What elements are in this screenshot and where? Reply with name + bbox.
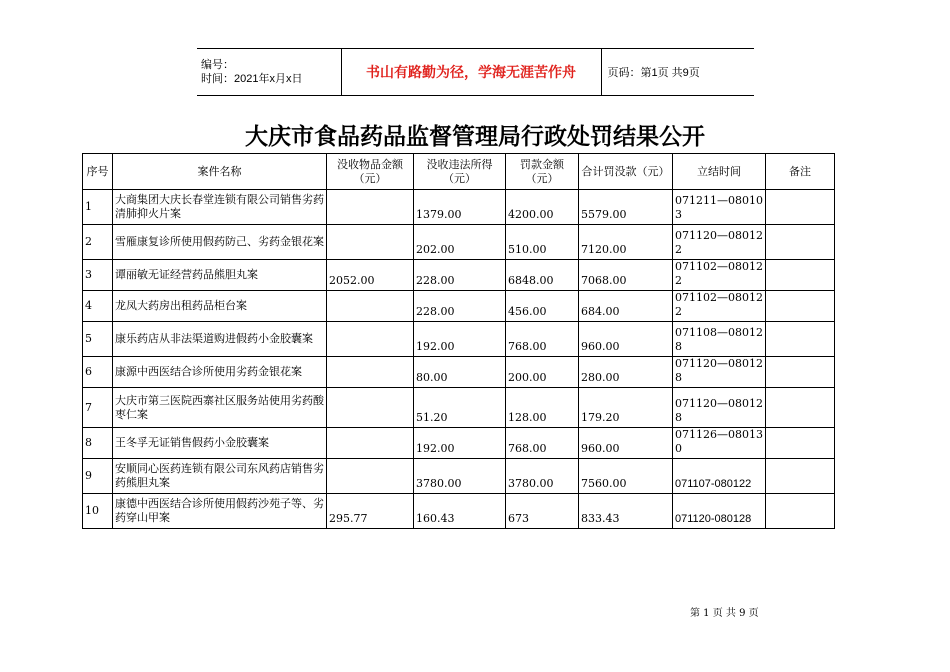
- fine-amount: 768.00: [506, 428, 579, 459]
- table-body: [83, 190, 835, 529]
- total-amount: 7560.00: [579, 459, 673, 494]
- table-row: [83, 225, 835, 260]
- confiscated-illegal-income: 202.00: [414, 225, 506, 260]
- header-page-number: 页码：第1页 共9页: [601, 49, 754, 96]
- column-header: 没收违法所得（元）: [414, 154, 506, 190]
- confiscated-illegal-income: 228.00: [414, 260, 506, 291]
- case-name: 康德中西医结合诊所使用假药沙苑子等、劣药穿山甲案: [113, 494, 327, 529]
- row-number: 10: [83, 494, 113, 529]
- confiscated-goods-amount: [327, 190, 414, 225]
- footer-page-number: 第 1 页 共 9 页: [690, 608, 759, 619]
- row-number: 8: [83, 428, 113, 459]
- confiscated-illegal-income: 80.00: [414, 357, 506, 388]
- confiscated-illegal-income: 1379.00: [414, 190, 506, 225]
- document-number-label: 编号：: [201, 59, 234, 71]
- case-period: 071107-080122: [673, 459, 766, 494]
- table-row: [83, 428, 835, 459]
- remarks: [766, 260, 835, 291]
- case-period: 071120—080122: [673, 225, 766, 260]
- remarks: [766, 291, 835, 322]
- total-amount: 7120.00: [579, 225, 673, 260]
- header-motto-cell: [341, 49, 601, 96]
- table-row: [83, 494, 835, 529]
- total-amount: 960.00: [579, 428, 673, 459]
- confiscated-goods-amount: [327, 291, 414, 322]
- penalty-results-table: [82, 153, 835, 529]
- fine-amount: 200.00: [506, 357, 579, 388]
- remarks: [766, 459, 835, 494]
- row-number: 9: [83, 459, 113, 494]
- case-period: 071120—080128: [673, 357, 766, 388]
- confiscated-goods-amount: [327, 225, 414, 260]
- table-row: [83, 357, 835, 388]
- column-header: 备注: [766, 154, 835, 190]
- table-header-row: [83, 154, 835, 190]
- case-period: 071102—080122: [673, 291, 766, 322]
- remarks: [766, 225, 835, 260]
- column-header: 没收物品金额（元）: [327, 154, 414, 190]
- confiscated-goods-amount: [327, 428, 414, 459]
- table-row: [83, 260, 835, 291]
- case-name: 龙凤大药房出租药品柜台案: [113, 291, 327, 322]
- case-period: 071102—080122: [673, 260, 766, 291]
- column-header: 案件名称: [113, 154, 327, 190]
- case-name: 雪雁康复诊所使用假药防己、劣药金银花案: [113, 225, 327, 260]
- confiscated-illegal-income: 192.00: [414, 322, 506, 357]
- case-period: 071108—080128: [673, 322, 766, 357]
- case-period: 071120-080128: [673, 494, 766, 529]
- fine-amount: 3780.00: [506, 459, 579, 494]
- header-motto: 书山有路勤为径，学海无涯苦作舟: [366, 65, 576, 81]
- table-row: [83, 322, 835, 357]
- column-header: 立结时间: [673, 154, 766, 190]
- total-amount: 5579.00: [579, 190, 673, 225]
- row-number: 5: [83, 322, 113, 357]
- total-amount: 280.00: [579, 357, 673, 388]
- document-header: [197, 48, 754, 96]
- case-period: 071211—080103: [673, 190, 766, 225]
- confiscated-goods-amount: [327, 357, 414, 388]
- confiscated-illegal-income: 51.20: [414, 388, 506, 428]
- fine-amount: 768.00: [506, 322, 579, 357]
- fine-amount: 510.00: [506, 225, 579, 260]
- confiscated-goods-amount: [327, 459, 414, 494]
- column-header: 序号: [83, 154, 113, 190]
- fine-amount: 6848.00: [506, 260, 579, 291]
- confiscated-goods-amount: [327, 322, 414, 357]
- document-time-label: 时间：2021年x月x日: [201, 73, 303, 85]
- row-number: 3: [83, 260, 113, 291]
- remarks: [766, 388, 835, 428]
- total-amount: 960.00: [579, 322, 673, 357]
- remarks: [766, 428, 835, 459]
- column-header: 合计罚没款（元）: [579, 154, 673, 190]
- case-name: 谭丽敏无证经营药品熊胆丸案: [113, 260, 327, 291]
- case-period: 071120—080128: [673, 388, 766, 428]
- remarks: [766, 494, 835, 529]
- table-row: [83, 190, 835, 225]
- case-name: 康源中西医结合诊所使用劣药金银花案: [113, 357, 327, 388]
- table-row: [83, 388, 835, 428]
- case-name: 王冬孚无证销售假药小金胶囊案: [113, 428, 327, 459]
- confiscated-illegal-income: 3780.00: [414, 459, 506, 494]
- total-amount: 179.20: [579, 388, 673, 428]
- fine-amount: 4200.00: [506, 190, 579, 225]
- case-name: 大庆市第三医院西寨社区服务站使用劣药酸枣仁案: [113, 388, 327, 428]
- confiscated-goods-amount: 2052.00: [327, 260, 414, 291]
- row-number: 7: [83, 388, 113, 428]
- total-amount: 833.43: [579, 494, 673, 529]
- column-header: 罚款金额（元）: [506, 154, 579, 190]
- confiscated-goods-amount: [327, 388, 414, 428]
- remarks: [766, 190, 835, 225]
- case-name: 安顺同心医药连锁有限公司东风药店销售劣药熊胆丸案: [113, 459, 327, 494]
- row-number: 2: [83, 225, 113, 260]
- row-number: 6: [83, 357, 113, 388]
- remarks: [766, 357, 835, 388]
- confiscated-goods-amount: 295.77: [327, 494, 414, 529]
- remarks: [766, 322, 835, 357]
- row-number: 1: [83, 190, 113, 225]
- total-amount: 684.00: [579, 291, 673, 322]
- page-title: 大庆市食品药品监督管理局行政处罚结果公开: [245, 123, 705, 150]
- confiscated-illegal-income: 192.00: [414, 428, 506, 459]
- row-number: 4: [83, 291, 113, 322]
- header-meta: [197, 49, 341, 96]
- fine-amount: 128.00: [506, 388, 579, 428]
- case-name: 大商集团大庆长春堂连锁有限公司销售劣药清肺抑火片案: [113, 190, 327, 225]
- case-name: 康乐药店从非法渠道购进假药小金胶囊案: [113, 322, 327, 357]
- table-row: [83, 291, 835, 322]
- total-amount: 7068.00: [579, 260, 673, 291]
- case-period: 071126—080130: [673, 428, 766, 459]
- fine-amount: 456.00: [506, 291, 579, 322]
- table-row: [83, 459, 835, 494]
- confiscated-illegal-income: 228.00: [414, 291, 506, 322]
- confiscated-illegal-income: 160.43: [414, 494, 506, 529]
- fine-amount: 673: [506, 494, 579, 529]
